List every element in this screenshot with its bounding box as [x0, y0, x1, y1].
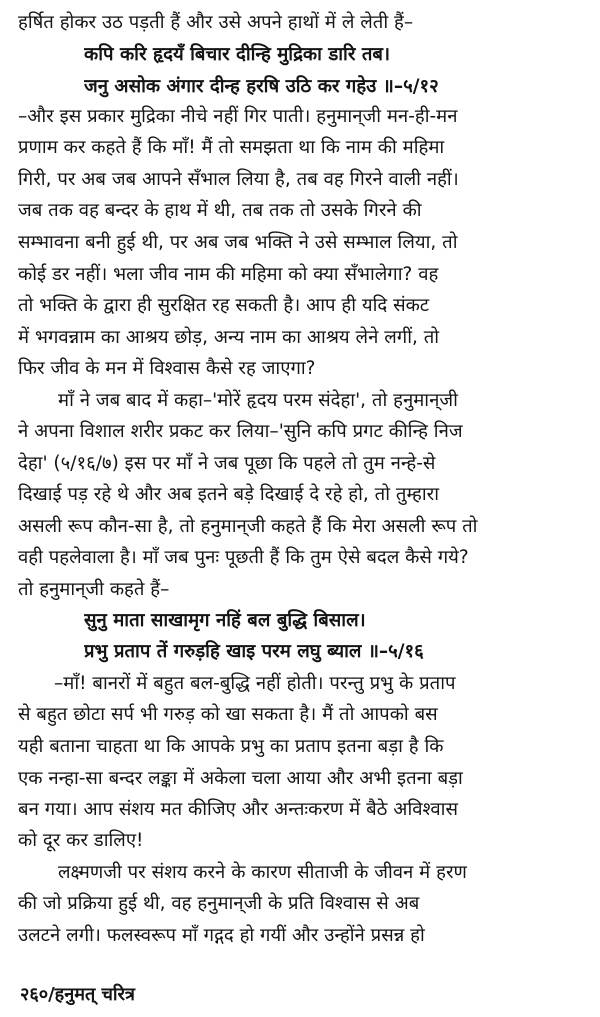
text-line: बन गया। आप संशय मत कीजिए और अन्तःकरण में बैठे अविश्वास — [18, 799, 458, 820]
text-line: की जो प्रक्रिया हुई थी, वह हनुमान्‌जी के प्रति विश्वास से अब — [18, 893, 420, 914]
text-line: तो भक्ति के द्वारा ही सुरक्षित रह सकती है। आप ही यदि संकट — [18, 295, 430, 316]
text-line: जब तक वह बन्दर के हाथ में थी, तब तक तो उसके गिरने की — [18, 200, 422, 221]
text-line: –माँ! बानरों में बहुत बल-बुद्धि नहीं होती। परन्तु प्रभु के प्रताप — [54, 673, 456, 694]
text-line: एक नन्हा-सा बन्दर लङ्का में अकेला चला आया और अभी इतना बड़ा — [18, 768, 463, 789]
text-line: सम्भावना बनी हुई थी, पर अब जब भक्ति ने उसे सम्भाल लिया, तो — [18, 232, 458, 253]
page-footer: २६०/हनुमत् चरित्र — [20, 984, 135, 1005]
text-line: में भगवन्नाम का आश्रय छोड़, अन्य नाम का आश्रय लेने लगीं, तो — [18, 327, 440, 348]
text-line: गिरी, पर अब जब आपने सँभाल लिया है, तब वह गिरने वाली नहीं। — [18, 169, 459, 190]
text-line: तो हनुमान्‌जी कहते हैं– — [18, 579, 170, 600]
text-line: –और इस प्रकार मुद्रिका नीचे नहीं गिर पाती। हनुमान्‌जी मन-ही-मन — [18, 106, 458, 127]
text-line: को दूर कर डालिए! — [18, 830, 144, 851]
text-line: प्रणाम कर कहते हैं कि माँ! मैं तो समझता था कि नाम की महिमा — [18, 137, 445, 158]
text-line: देहा' (५/१६/७) इस पर माँ ने जब पूछा कि पहले तो तुम नन्हे-से — [18, 453, 436, 474]
verse-line: सुनु माता साखामृग नहिं बल बुद्धि बिसाल। — [84, 610, 366, 631]
text-line: फिर जीव के मन में विश्वास कैसे रह जाएगा? — [18, 358, 316, 379]
text-line: कोई डर नहीं। भला जीव नाम की महिमा को क्या सँभालेगा? वह — [18, 264, 439, 285]
verse-line: कपि करि हृदयँ बिचार दीन्हि मुद्रिका डारि तब। — [84, 44, 390, 65]
text-line: ने अपना विशाल शरीर प्रकट कर लिया–'सुनि कपि प्रगट कीन्हि निज — [18, 421, 463, 442]
text-line: उलटने लगी। फलस्वरूप माँ गद्गद हो गयीं और उन्होंने प्रसन्न हो — [18, 925, 425, 946]
text-line: दिखाई पड़ रहे थे और अब इतने बड़े दिखाई दे रहे हो, तो तुम्हारा — [18, 484, 440, 505]
verse-line: जनु असोक अंगार दीन्ह हरषि उठि कर गहेउ ॥–५/१२ — [84, 76, 439, 97]
verse-line: प्रभु प्रताप तें गरुड़हि खाइ परम लघु ब्याल ॥–५/१६ — [84, 641, 424, 662]
text-line: यही बताना चाहता था कि आपके प्रभु का प्रताप इतना बड़ा है कि — [18, 736, 444, 757]
text-line: माँ ने जब बाद में कहा–'मोरें हृदय परम संदेहा', तो हनुमान्‌जी — [58, 390, 458, 411]
text-line: से बहुत छोटा सर्प भी गरुड़ को खा सकता है। मैं तो आपको बस — [18, 704, 438, 725]
text-line: वही पहलेवाला है। माँ जब पुनः पूछती हैं कि तुम ऐसे बदल कैसे गये? — [18, 547, 469, 568]
text-line: हर्षित होकर उठ पड़ती हैं और उसे अपने हाथों में ले लेती हैं– — [18, 12, 414, 33]
text-line: असली रूप कौन-सा है, तो हनुमान्‌जी कहते हैं कि मेरा असली रूप तो — [18, 516, 478, 537]
text-line: लक्ष्मणजी पर संशय करने के कारण सीताजी के जीवन में हरण — [58, 862, 467, 883]
